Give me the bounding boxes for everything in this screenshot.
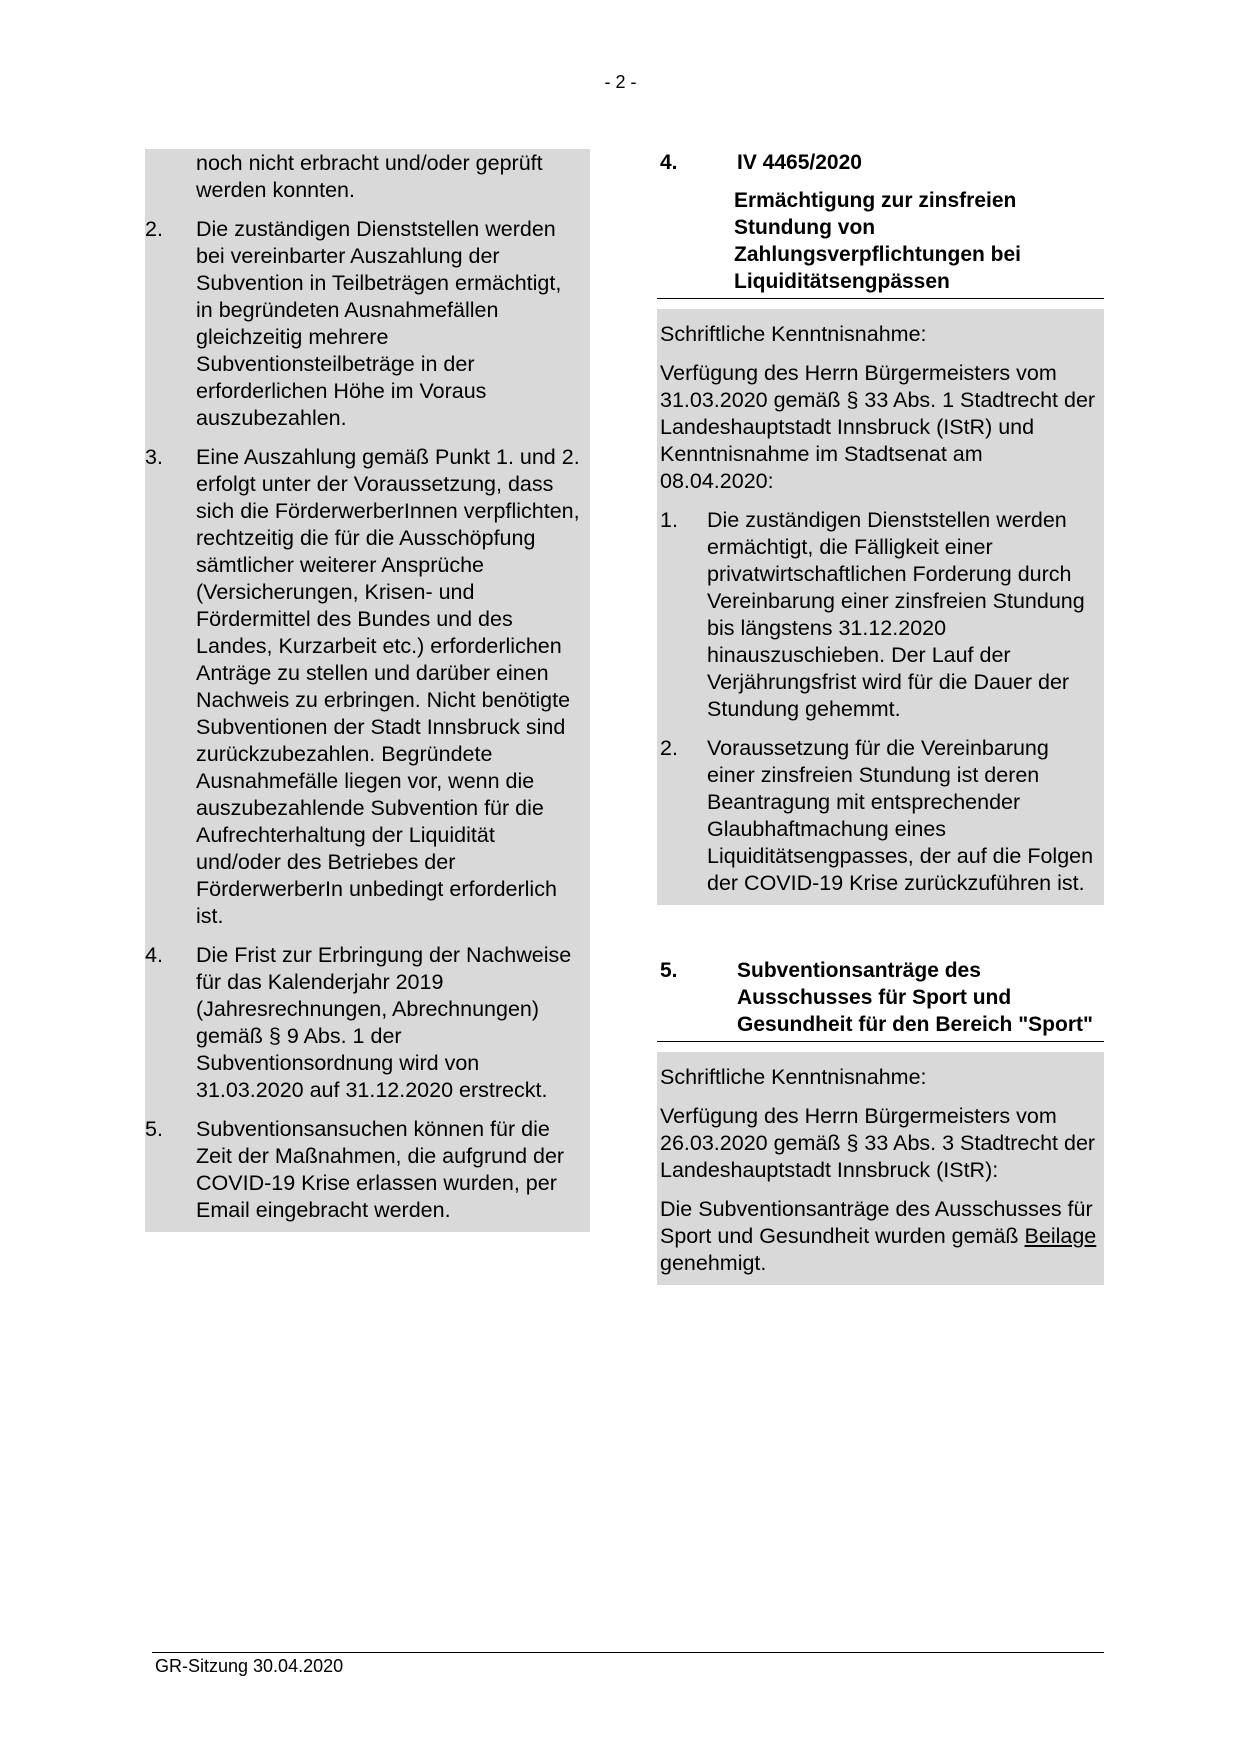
list-item-text: Subventionsansuchen können für die Zeit der Maßnahmen, die aufgrund der COVID-19 Krise erlassen wurden, per Email eingebracht werden. [196, 1117, 565, 1222]
section-5-divider [657, 1041, 1104, 1042]
section-5-title: Subventionsanträge des Ausschusses für Sport und Gesundheit für den Bereich "Sport" [737, 959, 1093, 1036]
list-item-text: Die zuständigen Dienststellen werden ermächtigt, die Fälligkeit einer privatwirtschaftlichen Forderung durch Vereinbarung einer zinsfreien Stundung bis längstens 31.12.2020 hinauszuschieben. Der Lauf der Verjährungsfrist wird für die Dauer der Stundung gehemmt. [707, 508, 1085, 721]
list-item-number: 4. [145, 943, 163, 967]
list-item [660, 507, 1098, 723]
section-5-intro: Verfügung des Herrn Bürgermeisters vom 26.03.2020 gemäß § 33 Abs. 3 Stadtrecht der Landeshauptstadt Innsbruck (IStR): [660, 1104, 1096, 1182]
section-5-text-end: genehmigt. [660, 1251, 767, 1275]
list-item-number: 1. [660, 508, 678, 532]
list-item [145, 216, 590, 432]
list-item-text: Eine Auszahlung gemäß Punkt 1. und 2. erfolgt unter der Voraussetzung, dass sich die FörderwerberInnen verpflichten, rechtzeitig die für die Ausschöpfung sämtlicher weiterer Ansprüche (Versicherungen, Krisen- und Fördermittel des Bundes und des Landes, Kurzarbeit etc.) erforderlichen Anträge zu stellen und darüber einen Nachweis zu erbringen. Nicht benötigte Subventionen der Stadt Innsbruck sind zurückzubezahlen. Begründete Ausnahmefälle liegen vor, wenn die auszubezahlende Subvention für die Aufrechterhaltung der Liquidität und/oder des Betriebes der FörderwerberIn unbedingt erforderlich ist. [196, 445, 580, 928]
list-item [145, 444, 590, 930]
beilage-link[interactable]: Beilage [1024, 1224, 1097, 1248]
section-4-body [657, 309, 1104, 905]
list-item-number: 5. [145, 1117, 163, 1141]
section-5-text-start: Die Subventionsanträge des Ausschusses für Sport und Gesundheit wurden gemäß [660, 1197, 1093, 1248]
list-item-number: 2. [660, 736, 678, 760]
section-5-header [657, 957, 1104, 1038]
section-4-notice: Schriftliche Kenntnisnahme: [660, 322, 927, 346]
footer-text: GR-Sitzung 30.04.2020 [155, 1656, 344, 1676]
page-number: - 2 - [604, 72, 637, 92]
left-column [145, 149, 590, 1232]
list-item-text: Die Frist zur Erbringung der Nachweise für das Kalenderjahr 2019 (Jahresrechnungen, Abrechnungen) gemäß § 9 Abs. 1 der Subventionsordnung wird von 31.03.2020 auf 31.12.2020 erstreckt. [196, 943, 572, 1102]
list-item-text: Die zuständigen Dienststellen werden bei vereinbarter Auszahlung der Subvention in Teilbeträgen ermächtigt, in begründeten Ausnahmefällen gleichzeitig mehrere Subventionsteilbeträge in der erforderlichen Höhe im Voraus auszubezahlen. [196, 217, 562, 430]
footer-divider [152, 1652, 1104, 1653]
list-item-number: 2. [145, 217, 163, 241]
right-column [657, 149, 1104, 1285]
list-item [660, 735, 1098, 897]
section-4-code: IV 4465/2020 [737, 151, 862, 174]
section-5-body [657, 1052, 1104, 1285]
section-4-intro: Verfügung des Herrn Bürgermeisters vom 31.03.2020 gemäß § 33 Abs. 1 Stadtrecht der Landeshauptstadt Innsbruck (IStR) und Kenntnisnahme im Stadtsenat am 08.04.2020: [660, 361, 1096, 493]
list-item-text: Voraussetzung für die Vereinbarung einer zinsfreien Stundung ist deren Beantragung mit entsprechender Glaubhaftmachung eines Liquiditätsengpasses, der auf die Folgen der COVID-19 Krise zurückzuführen ist. [707, 736, 1094, 895]
list-item [145, 1116, 590, 1232]
section-5-number: 5. [660, 959, 678, 982]
continuation-text: noch nicht erbracht und/oder geprüft werden konnten. [196, 151, 543, 202]
section-4-title: Ermächtigung zur zinsfreien Stundung von Zahlungsverpflichtungen bei Liquiditätsengpässen [734, 189, 1022, 293]
list-item-number: 3. [145, 445, 163, 469]
section-4-number: 4. [660, 151, 678, 174]
section-5-notice: Schriftliche Kenntnisnahme: [660, 1065, 927, 1089]
list-item [145, 942, 590, 1104]
section-4-divider [657, 298, 1104, 299]
section-4-header [657, 149, 1104, 176]
section-5-text [660, 1196, 1098, 1277]
